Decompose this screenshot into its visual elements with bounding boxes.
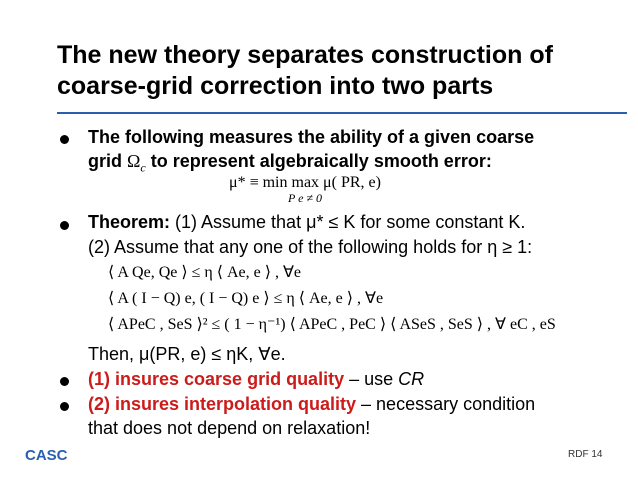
footer-logo: CASC [25,447,68,464]
formula-under: P e ≠ 0 [288,191,323,205]
omega-sub: c [140,160,146,175]
omega-symbol: Ω [127,151,141,171]
then-line: Then, μ(PR, e) ≤ ηK, ∀e. [88,344,286,364]
bullet3-red: (1) insures coarse grid quality [88,369,345,389]
bullet3-cr: CR [398,369,425,389]
condition-3: ⟨ APeC , SeS ⟩² ≤ ( 1 − η⁻¹) ⟨ APeC , PeC ⟩ ⟨ ASeS , SeS ⟩ , ∀ eC , eS [108,316,556,333]
bullet-dot [60,402,69,411]
theorem-part1: (1) Assume that μ* ≤ K for some constant K. [170,212,526,232]
condition-1: ⟨ A Qe, Qe ⟩ ≤ η ⟨ Ae, e ⟩ , ∀e [108,264,302,281]
bullet4-line1 [88,393,535,415]
bullet3-line [88,368,424,390]
bullet1-grid: grid [88,151,127,171]
formula-mu-star: μ* ≡ min max μ( PR, e) [229,174,381,191]
bullet-dot [60,377,69,386]
bullet-dot [60,135,69,144]
condition-2: ⟨ A ( I − Q) e, ( I − Q) e ⟩ ≤ η ⟨ Ae, e ⟩ , ∀e [108,290,384,307]
bullet1-line1: The following measures the ability of a given coarse [88,127,535,147]
bullet-dot [60,221,69,230]
slide-title: The new theory separates construction of coarse-grid correction into two parts [57,41,553,100]
title-underline [57,112,627,114]
bullet4-red: (2) insures interpolation quality [88,394,357,414]
theorem-head: Theorem: [88,212,171,232]
theorem-line2: (2) Assume that any one of the following holds for η ≥ 1: [88,237,533,257]
bullet4-line2: that does not depend on relaxation! [88,418,371,438]
bullet4-rest: – necessary condition [356,394,536,414]
bullet3-rest: – use [344,369,399,389]
theorem-line1 [88,211,525,233]
footer-page: RDF 14 [568,449,603,460]
bullet1-tail: to represent algebraically smooth error: [145,151,492,171]
